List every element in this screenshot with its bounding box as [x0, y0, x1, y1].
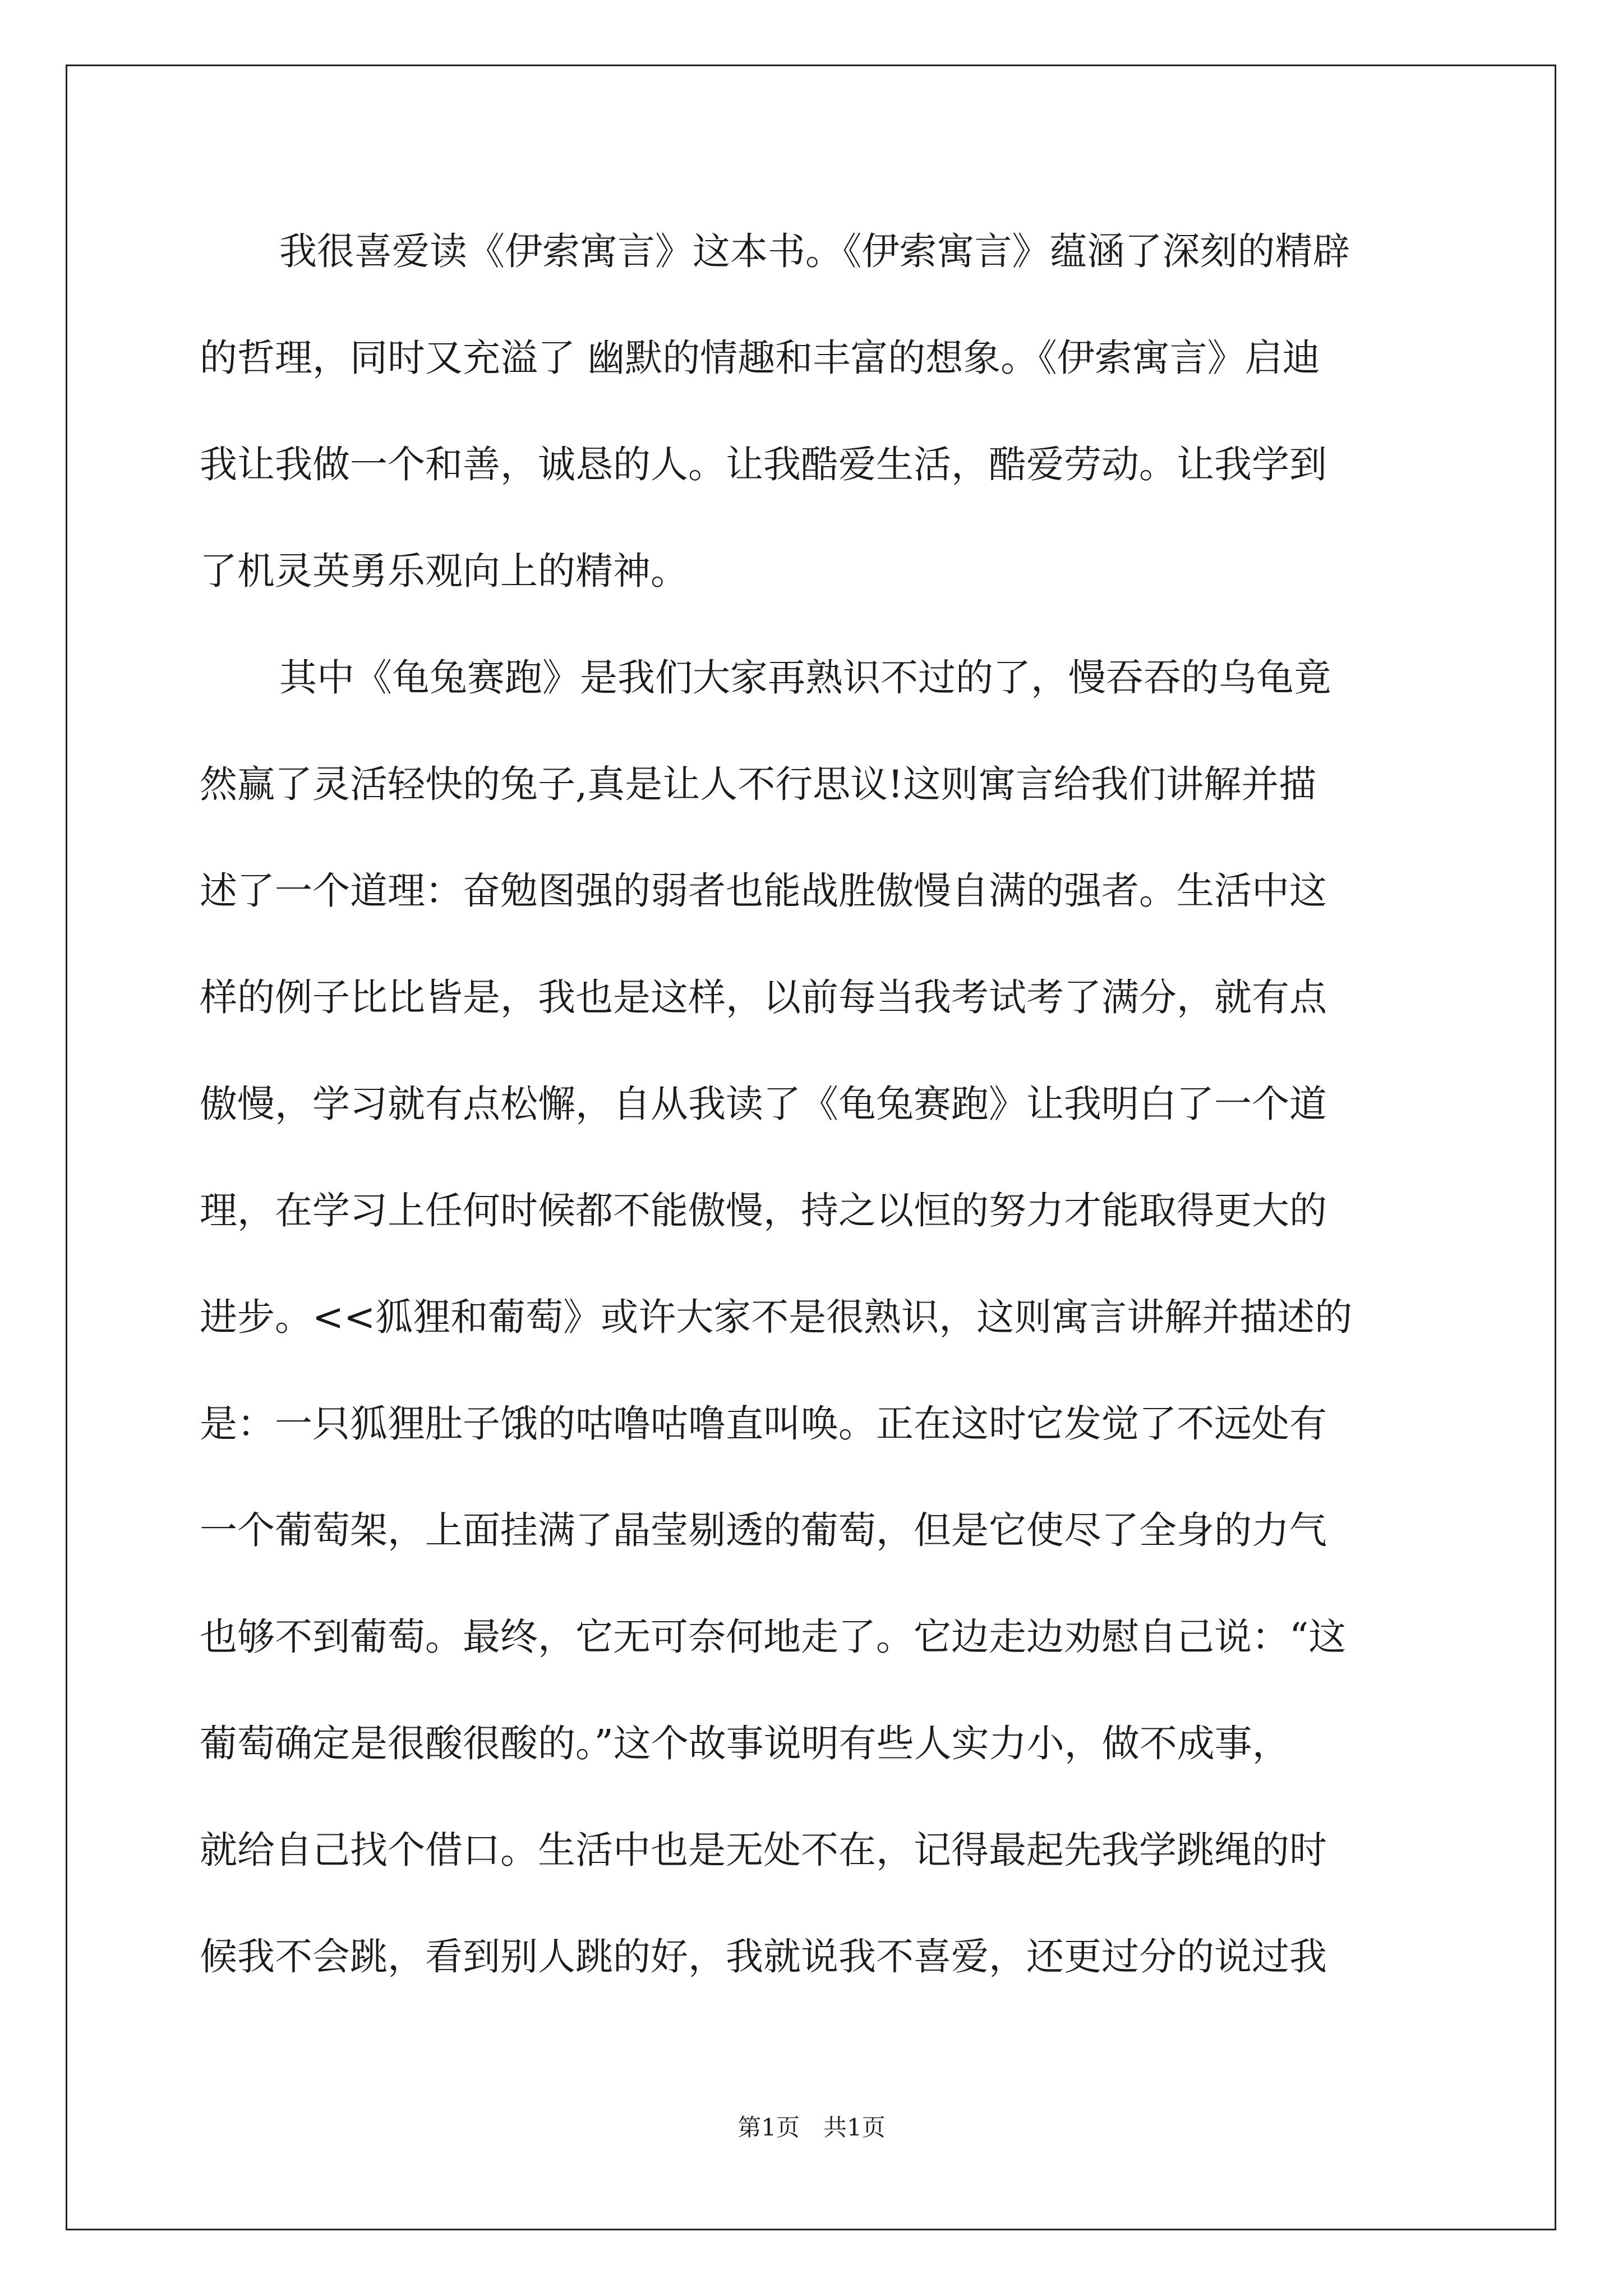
text-line: 然赢了灵活轻快的兔子,真是让人不行思议!这则寓言给我们讲解并描 [200, 762, 1317, 806]
text-line: 理，在学习上任何时候都不能傲慢，持之以恒的努力才能取得更大的 [200, 1189, 1327, 1232]
page-footer: 第1页 共1页 [737, 2114, 886, 2141]
text-line: 述了一个道理：奋勉图强的弱者也能战胜傲慢自满的强者。生活中这 [200, 869, 1327, 913]
text-line: 是：一只狐狸肚子饿的咕噜咕噜直叫唤。正在这时它发觉了不远处有 [200, 1402, 1327, 1446]
text-line: 我让我做一个和善，诚恳的人。让我酷爱生活，酷爱劳动。让我学到 [200, 443, 1327, 486]
text-line: 候我不会跳，看到别人跳的好，我就说我不喜爱，还更过分的说过我 [200, 1935, 1327, 1978]
text-line: 一个葡萄架，上面挂满了晶莹剔透的葡萄，但是它使尽了全身的力气 [200, 1508, 1327, 1552]
text-line: 的哲理，同时又充溢了 幽默的情趣和丰富的想象。《伊索寓言》启迪 [200, 336, 1320, 380]
text-line: 进步。<<狐狸和葡萄》或许大家不是很熟识，这则寓言讲解并描述的 [200, 1295, 1353, 1339]
text-line: 我很喜爱读《伊索寓言》这本书。《伊索寓言》蕴涵了深刻的精辟 [279, 229, 1350, 273]
document-body [200, 222, 1433, 2033]
text-line: 就给自己找个借口。生活中也是无处不在，记得最起先我学跳绳的时 [200, 1828, 1327, 1872]
text-line: 葡萄确定是很酸很酸的。”这个故事说明有些人实力小，做不成事， [200, 1722, 1290, 1765]
text-line: 傲慢，学习就有点松懈，自从我读了《龟兔赛跑》让我明白了一个道 [200, 1082, 1327, 1126]
text-line: 了机灵英勇乐观向上的精神。 [200, 549, 688, 593]
text-line: 样的例子比比皆是，我也是这样，以前每当我考试考了满分，就有点 [200, 976, 1327, 1019]
text-line: 其中《龟兔赛跑》是我们大家再熟识不过的了，慢吞吞的乌龟竟 [279, 656, 1331, 700]
text-line: 也够不到葡萄。最终，它无可奈何地走了。它边走边劝慰自己说：“这 [200, 1615, 1347, 1659]
